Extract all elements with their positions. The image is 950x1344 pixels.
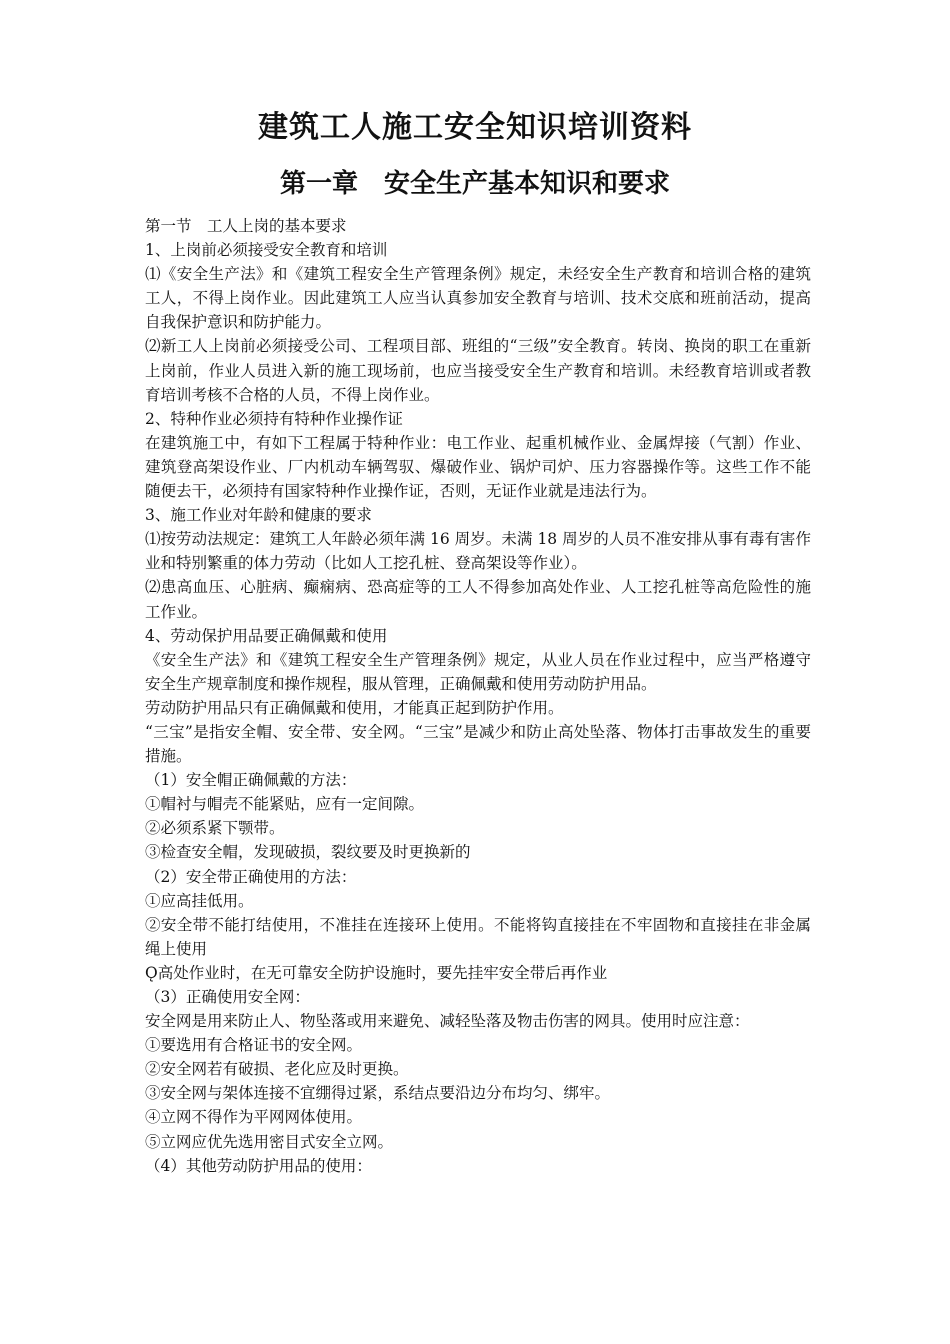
list-item: ①帽衬与帽壳不能紧贴，应有一定间隙。: [145, 795, 425, 814]
sub-heading: （1）安全帽正确佩戴的方法：: [145, 771, 357, 790]
item-heading: 2、特种作业必须持有特种作业操作证: [145, 409, 403, 428]
list-item: ③检查安全帽，发现破损，裂纹要及时更换新的: [145, 843, 471, 862]
chapter-heading: 第一章 安全生产基本知识和要求: [279, 169, 670, 199]
item-heading: 4、劳动保护用品要正确佩戴和使用: [145, 626, 388, 645]
sub-heading: （3）正确使用安全网：: [145, 988, 310, 1006]
list-item: ①应高挂低用。: [145, 891, 254, 910]
paragraph: “三宝”是指安全帽、安全带、安全网。“三宝”是减少和防止高处坠落、物体打击事故发生的重要措施。: [145, 722, 811, 766]
paragraph: 在建筑施工中，有如下工程属于特种作业：电工作业、起重机械作业、金属焊接（气割）作业、建筑登高架设作业、厂内机动车辆驾驭、爆破作业、锅炉司炉、压力容器操作等。这些工作不能随便去干，必须持有国家特种作业操作证，否则，无证作业就是违法行为。: [145, 433, 811, 501]
list-item: ②安全带不能打结使用，不准挂在连接环上使用。不能将钩直接挂在不牢固物和直接挂在非金属绳上使用: [145, 915, 811, 958]
paragraph: 安全网是用来防止人、物坠落或用来避免、减轻坠落及物击伤害的网具。使用时应注意：: [145, 1012, 750, 1031]
section-heading: 第一节 工人上岗的基本要求: [145, 217, 347, 235]
list-item: Ǫ高处作业时，在无可靠安全防护设施时，要先挂牢安全带后再作业: [145, 963, 608, 982]
document-body: [145, 214, 811, 1178]
paragraph: ⑵新工人上岗前必须接受公司、工程项目部、班组的“三级”安全教育。转岗、换岗的职工在重新上岗前，作业人员进入新的施工现场前，也应当接受安全生产教育和培训。未经教育培训或者教育培训考核不合格的人员，不得上岗作业。: [145, 337, 811, 404]
paragraph: ⑴按劳动法规定：建筑工人年龄必须年满 16 周岁。未满 18 周岁的人员不准安排从事有毒有害作业和特别繁重的体力劳动（比如人工挖孔桩、登高架设等作业）。: [145, 530, 811, 573]
list-item: ④立网不得作为平网网体使用。: [145, 1108, 363, 1127]
item-heading: 3、施工作业对年龄和健康的要求: [145, 506, 372, 525]
sub-heading: （2）安全带正确使用的方法：: [145, 867, 357, 886]
item-heading: 1、上岗前必须接受安全教育和培训: [145, 241, 388, 260]
list-item: ②必须系紧下颚带。: [145, 819, 285, 838]
list-item: ①要选用有合格证书的安全网。: [145, 1036, 363, 1055]
paragraph: 劳动防护用品只有正确佩戴和使用，才能真正起到防护作用。: [145, 698, 564, 717]
paragraph: ⑴《安全生产法》和《建筑工程安全生产管理条例》规定，未经安全生产教育和培训合格的建筑工人，不得上岗作业。因此建筑工人应当认真参加安全教育与培训、技术交底和班前活动，提高自我保护意识和防护能力。: [145, 265, 811, 332]
paragraph: 《安全生产法》和《建筑工程安全生产管理条例》规定，从业人员在作业过程中，应当严格遵守安全生产规章制度和操作规程，服从管理，正确佩戴和使用劳动防护用品。: [145, 650, 811, 693]
list-item: ⑤立网应优先选用密目式安全立网。: [145, 1132, 394, 1151]
list-item: ②安全网若有破损、老化应及时更换。: [145, 1060, 409, 1079]
list-item: ③安全网与架体连接不宜绷得过紧，系结点要沿边分布均匀、绑牢。: [145, 1084, 611, 1103]
paragraph: ⑵患高血压、心脏病、癫痫病、恐高症等的工人不得参加高处作业、人工挖孔桩等高危险性的施工作业。: [145, 578, 811, 621]
sub-heading: （4）其他劳动防护用品的使用：: [145, 1156, 372, 1175]
document-title: 建筑工人施工安全知识培训资料: [258, 110, 692, 145]
